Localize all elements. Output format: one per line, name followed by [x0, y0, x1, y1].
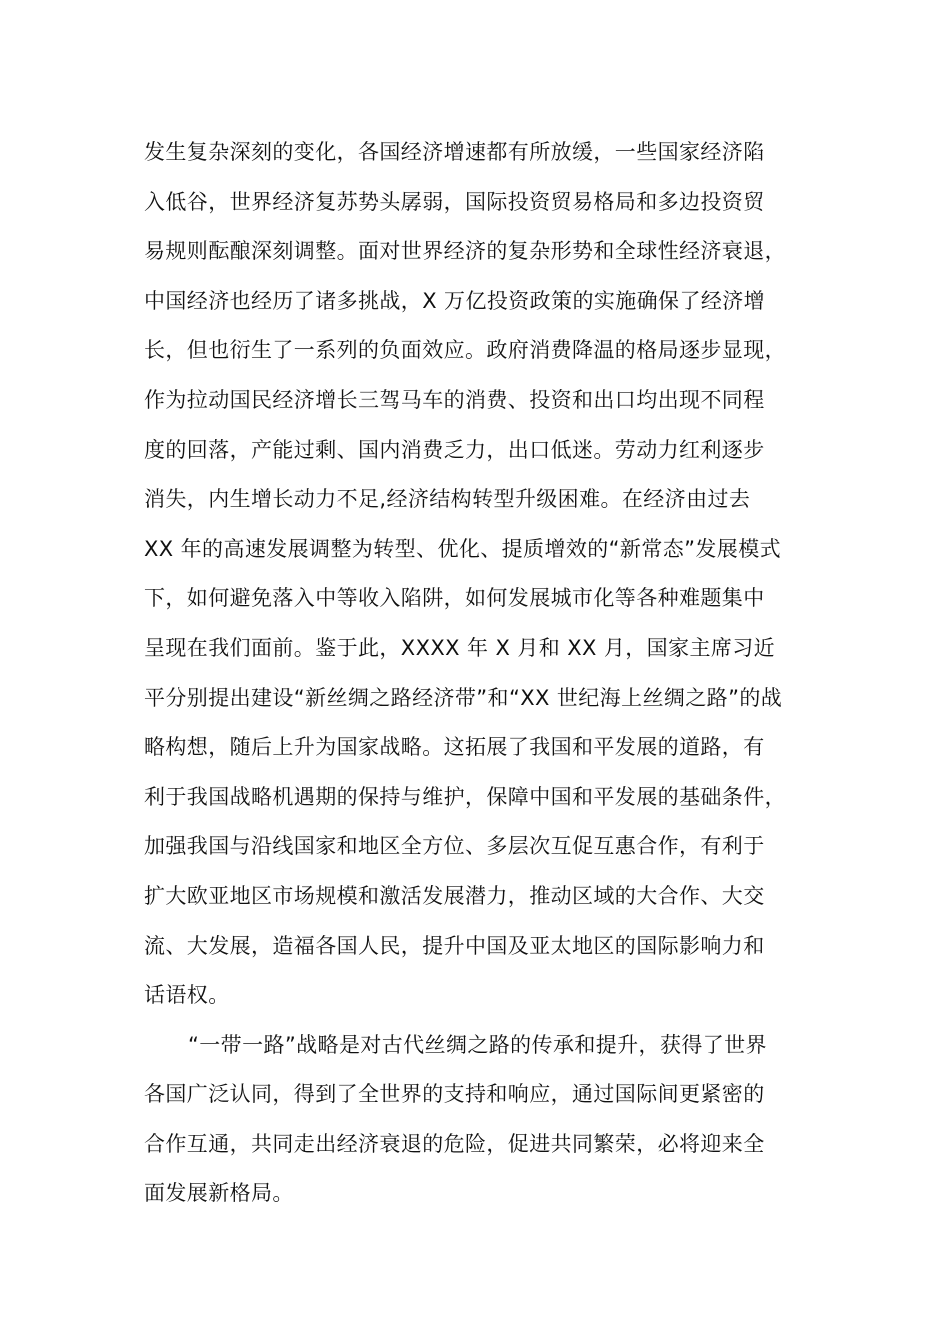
document-body [144, 128, 844, 1219]
paragraph-1 [144, 128, 844, 1021]
paragraph-line: 作为拉动国民经济增长三驾马车的消费、投资和出口均出现不同程 [144, 387, 765, 412]
paragraph-line: 平分别提出建设“新丝绸之路经济带”和“XX 世纪海上丝绸之路”的战 [144, 685, 783, 710]
paragraph-line: 流、大发展，造福各国人民，提升中国及亚太地区的国际影响力和 [144, 933, 765, 958]
paragraph-line: 消失，内生增长动力不足,经济结构转型升级困难。在经济由过去 [144, 487, 751, 512]
paragraph-line: 扩大欧亚地区市场规模和激活发展潜力，推动区域的大合作、大交 [144, 883, 765, 908]
paragraph-line: 度的回落，产能过剩、国内消费乏力，出口低迷。劳动力红利逐步 [144, 437, 765, 462]
paragraph-line: 下，如何避免落入中等收入陷阱，如何发展城市化等各种难题集中 [144, 586, 765, 611]
paragraph-line: 入低谷，世界经济复苏势头孱弱，国际投资贸易格局和多边投资贸 [144, 189, 765, 214]
paragraph-2 [144, 1021, 844, 1219]
paragraph-line: 略构想，随后上升为国家战略。这拓展了我国和平发展的道路，有 [144, 735, 765, 760]
paragraph-line: 面发展新格局。 [144, 1181, 294, 1206]
paragraph-line: 易规则酝酿深刻调整。面对世界经济的复杂形势和全球性经济衰退， [144, 239, 786, 264]
paragraph-line: 利于我国战略机遇期的保持与维护，保障中国和平发展的基础条件， [144, 784, 786, 809]
paragraph-line: 呈现在我们面前。鉴于此，XXXX 年 X 月和 XX 月，国家主席习近 [144, 635, 776, 660]
paragraph-line: 话语权。 [144, 983, 230, 1008]
paragraph-line: 合作互通，共同走出经济衰退的危险，促进共同繁荣，必将迎来全 [144, 1131, 765, 1156]
paragraph-line: XX 年的高速发展调整为转型、优化、提质增效的“新常态”发展模式 [144, 536, 782, 561]
paragraph-line: 各国广泛认同，得到了全世界的支持和响应，通过国际间更紧密的 [144, 1082, 765, 1107]
paragraph-line: 中国经济也经历了诸多挑战，X 万亿投资政策的实施确保了经济增 [144, 288, 766, 313]
paragraph-line: 加强我国与沿线国家和地区全方位、多层次互促互惠合作，有利于 [144, 834, 765, 859]
paragraph-line: 长，但也衍生了一系列的负面效应。政府消费降温的格局逐步显现， [144, 338, 786, 363]
paragraph-line: “一带一路”战略是对古代丝绸之路的传承和提升，获得了世界 [188, 1032, 767, 1057]
paragraph-line: 发生复杂深刻的变化，各国经济增速都有所放缓，一些国家经济陷 [144, 140, 765, 164]
